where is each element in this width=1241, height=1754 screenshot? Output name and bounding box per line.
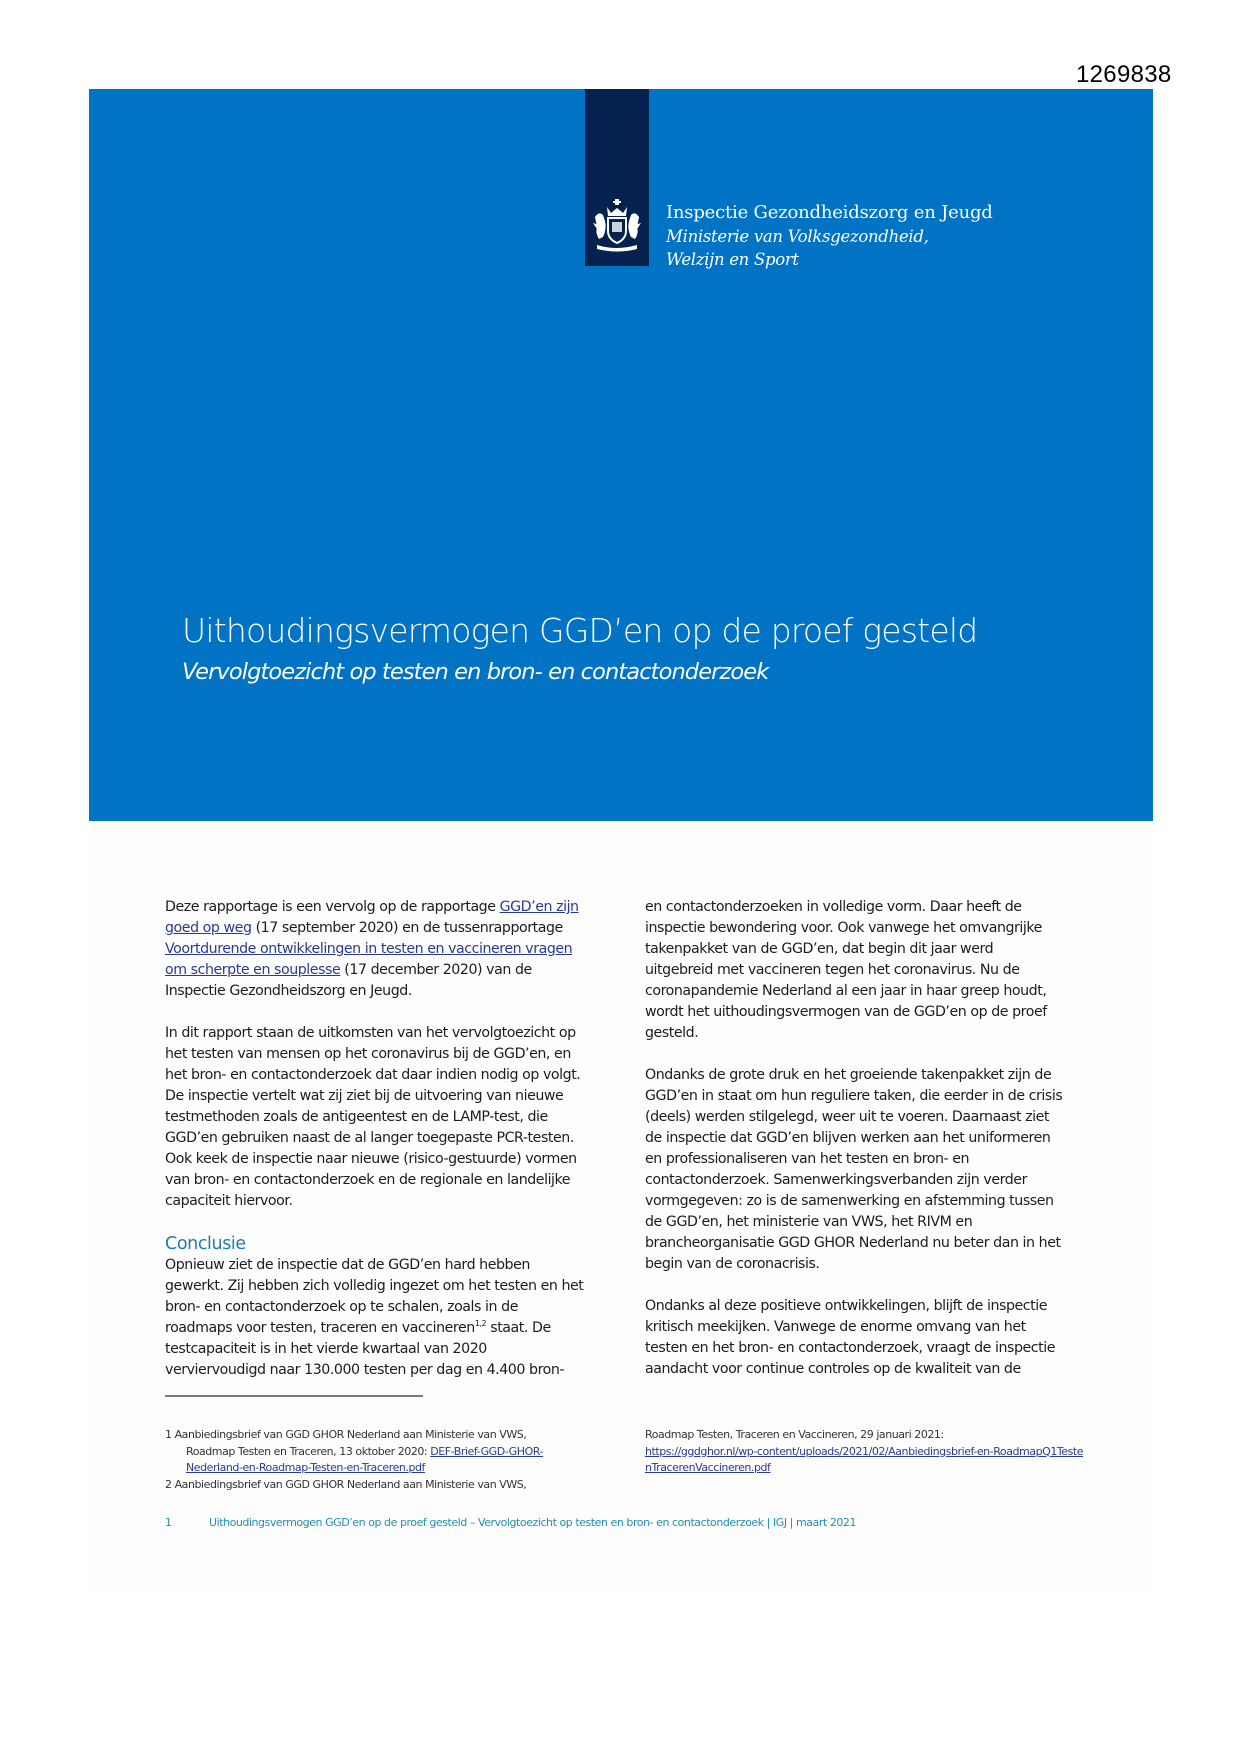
link-ggden-zijn-goed-op-weg[interactable]: GGD’en zijn goed op weg: [165, 899, 579, 936]
conclusion-text-1: Opnieuw ziet de inspectie dat de GGD’en hard hebben gewerkt. Zij hebben zich volledig ingezet om het testen en het bron- en contactonderzoek op te schalen, zoals in de roadmaps voor testen, traceren en vaccineren: [165, 1257, 584, 1336]
footnote-number: 1: [165, 1428, 172, 1441]
footnote-2: [165, 1477, 595, 1494]
footnote-ref[interactable]: 1,2: [474, 1319, 487, 1328]
footnote-2-continuation: [645, 1427, 1085, 1477]
footnote-continuation: Roadmap Testen, Traceren en Vaccineren, 29 januari 2021:: [645, 1428, 944, 1441]
royal-coat-of-arms-icon: [591, 199, 643, 255]
footnote-1: [165, 1427, 595, 1477]
footnote-2-link[interactable]: https://ggdghor.nl/wp-content/uploads/2021/02/Aanbiedingsbrief-en-RoadmapQ1TestenTracerenVaccineren.pdf: [645, 1444, 1084, 1474]
conclusion-text-2: staat. De testcapaciteit is in het vierde kwartaal van 2020 verviervoudigd naar 130.000 testen per dag en 4.400 bron-: [165, 1320, 565, 1378]
intro-text-3: (17 december 2020) van de Inspectie Gezondheidszorg en Jeugd.: [165, 962, 532, 999]
left-column: [165, 897, 585, 1381]
footer-running-title: Uithoudingsvermogen GGD’en op de proef gesteld – Vervolgtoezicht op testen en bron- en contactonderzoek | IGJ | maart 2021: [209, 1516, 857, 1529]
right-column: [645, 897, 1065, 1380]
footnote-divider: [165, 1395, 423, 1397]
document-id: 1269838: [1076, 61, 1172, 88]
footnotes-right: [645, 1427, 1085, 1477]
conclusion-heading: Conclusie: [165, 1234, 246, 1254]
link-voortdurende-ontwikkelingen[interactable]: Voortdurende ontwikkelingen in testen en vaccineren vragen om scherpte en souplesse: [165, 941, 573, 978]
intro-text-2: (17 september 2020) en de tussenrapportage: [251, 920, 563, 936]
footnote-text: Aanbiedingsbrief van GGD GHOR Nederland aan Ministerie van VWS,: [174, 1477, 527, 1491]
organization-logo-text: [666, 201, 993, 271]
report-page: [89, 89, 1153, 1591]
page-number: 1: [165, 1516, 172, 1529]
critical-paragraph: Ondanks al deze positieve ontwikkelingen, blijft de inspectie kritisch meekijken. Vanwege de enorme omvang van het testen en het bron- en contactonderzoek, vraagt de inspectie aandacht voor continue controles op de kwaliteit van de: [645, 1298, 1056, 1377]
report-subtitle: Vervolgtoezicht op testen en bron- en contactonderzoek: [182, 659, 769, 685]
footnote-number: 2: [165, 1477, 172, 1491]
cover-banner: [89, 89, 1153, 821]
continuation-paragraph: en contactonderzoeken in volledige vorm. Daar heeft de inspectie bewondering voor. Ook vanwege het omvangrijke takenpakket van de GGD’en, dat begin dit jaar werd uitgebreid met vaccineren tegen het coronavirus. Nu de coronapandemie Nederland al een jaar in haar greep houdt, wordt het uithoudingsvermogen van de GGD’en op de proef gesteld.: [645, 899, 1047, 1041]
footnote-continuation: Roadmap Testen en Traceren, 13 oktober 2020:: [186, 1444, 431, 1458]
logo-line-inspectie: Inspectie Gezondheidszorg en Jeugd: [666, 202, 993, 223]
scope-paragraph: In dit rapport staan de uitkomsten van het vervolgtoezicht op het testen van mensen op het coronavirus bij de GGD’en, en het bron- en contactonderzoek dat daar indien nodig op volgt. De inspectie vertelt wat zij ziet bij de uitvoering van nieuwe testmethoden zoals de antigeentest en de LAMP-test, die GGD’en gebruiken naast de al langer toegepaste PCR-testen. Ook keek de inspectie naar nieuwe (risico-gestuurde) vormen van bron- en contactonderzoek en de regionale en landelijke capaciteit hiervoor.: [165, 1025, 581, 1209]
footnotes-left: [165, 1427, 595, 1493]
logo-line-welzijn: Welzijn en Sport: [666, 250, 799, 269]
intro-paragraph: [165, 897, 585, 1002]
intro-text-1: Deze rapportage is een vervolg op de rapportage: [165, 899, 500, 915]
conclusion-paragraph: [165, 1255, 585, 1381]
page-footer: [165, 1516, 856, 1529]
pressure-paragraph: Ondanks de grote druk en het groeiende takenpakket zijn de GGD’en in staat om hun reguliere taken, die eerder in de crisis (deels) werden stilgelegd, weer uit te voeren. Daarnaast ziet de inspectie dat GGD’en blijven werken aan het uniformeren en professionaliseren van het testen en bron- en contactonderzoek. Samenwerkingsverbanden zijn verder vormgegeven: zo is de samenwerking en afstemming tussen de GGD’en, het ministerie van VWS, het RIVM en brancheorganisatie GGD GHOR Nederland nu beter dan in het begin van de coronacrisis.: [645, 1067, 1063, 1272]
footnote-1-link[interactable]: DEF-Brief-GGD-GHOR-Nederland-en-Roadmap-Testen-en-Traceren.pdf: [186, 1444, 544, 1474]
footnote-text: Aanbiedingsbrief van GGD GHOR Nederland aan Ministerie van VWS,: [174, 1428, 527, 1441]
report-title: Uithoudingsvermogen GGD’en op de proef gesteld: [182, 611, 978, 650]
logo-line-ministerie: Ministerie van Volksgezondheid,: [666, 227, 929, 246]
